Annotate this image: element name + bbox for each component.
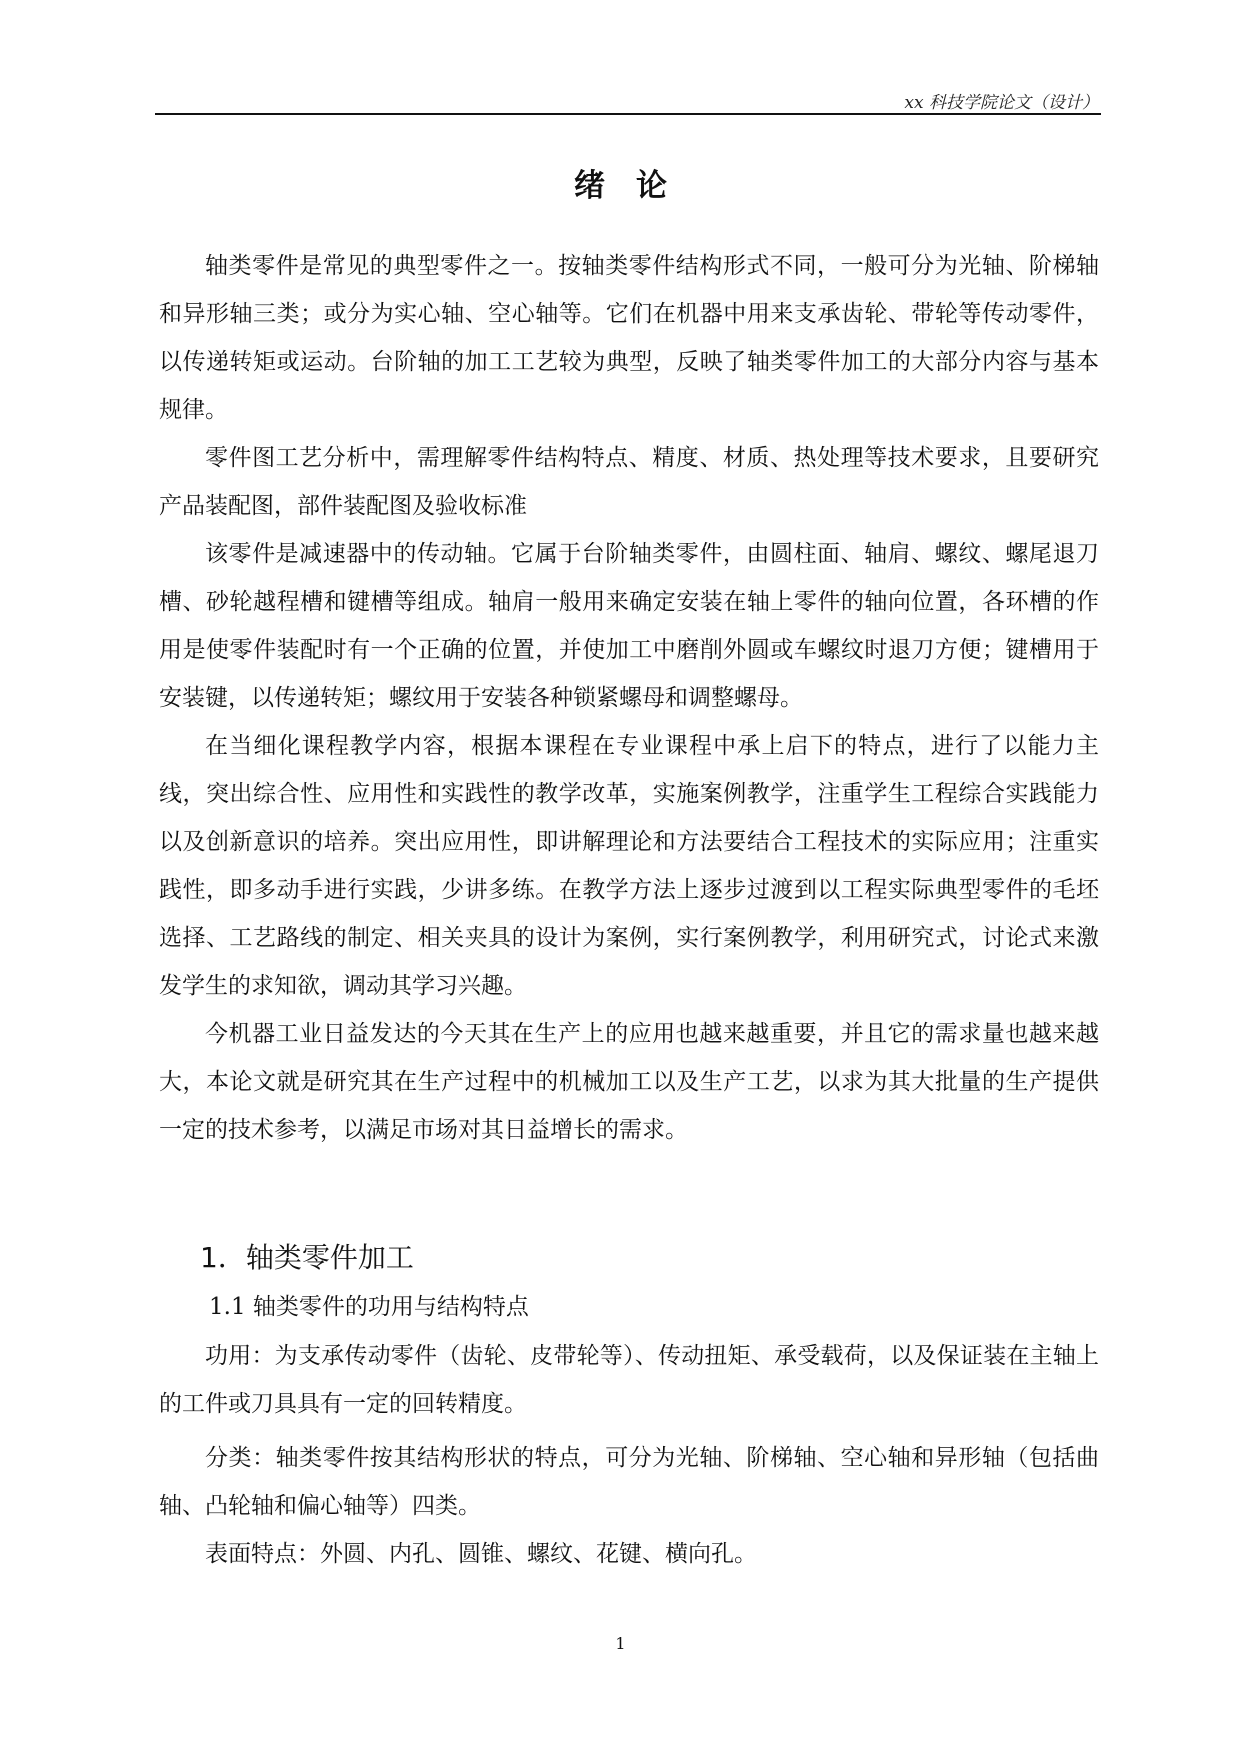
running-header: xx 科技学院论文（设计）	[904, 93, 1099, 113]
page-number: 1	[615, 1634, 626, 1653]
section-paragraph: 分类：轴类零件按其结构形状的特点，可分为光轴、阶梯轴、空心轴和异形轴（包括曲轴、凸轮轴和偏心轴等）四类。	[159, 1445, 1099, 1519]
subsection-heading: 1.1 轴类零件的功用与结构特点	[209, 1294, 529, 1320]
intro-paragraph: 在当细化课程教学内容，根据本课程在专业课程中承上启下的特点，进行了以能力主线，突出综合性、应用性和实践性的教学改革，实施案例教学，注重学生工程综合实践能力以及创新意识的培养。突出应用性，即讲解理论和方法要结合工程技术的实际应用；注重实践性，即多动手进行实践，少讲多练。在教学方法上逐步过渡到以工程实际典型零件的毛坯选择、工艺路线的制定、相关夹具的设计为案例，实行案例教学，利用研究式，讨论式来激发学生的求知欲，调动其学习兴趣。	[159, 733, 1099, 999]
intro-paragraph: 轴类零件是常见的典型零件之一。按轴类零件结构形式不同，一般可分为光轴、阶梯轴和异形轴三类；或分为实心轴、空心轴等。它们在机器中用来支承齿轮、带轮等传动零件，以传递转矩或运动。台阶轴的加工工艺较为典型，反映了轴类零件加工的大部分内容与基本规律。	[159, 253, 1099, 423]
page-title: 绪 论	[574, 168, 667, 204]
section-heading: 1．轴类零件加工	[200, 1241, 414, 1274]
intro-paragraph: 该零件是减速器中的传动轴。它属于台阶轴类零件，由圆柱面、轴肩、螺纹、螺尾退刀槽、砂轮越程槽和键槽等组成。轴肩一般用来确定安装在轴上零件的轴向位置，各环槽的作用是使零件装配时有一个正确的位置，并使加工中磨削外圆或车螺纹时退刀方便；键槽用于安装键，以传递转矩；螺纹用于安装各种锁紧螺母和调整螺母。	[159, 541, 1099, 711]
header-divider	[155, 113, 1101, 115]
intro-section	[159, 242, 1099, 1154]
section-paragraph: 功用：为支承传动零件（齿轮、皮带轮等）、传动扭矩、承受载荷，以及保证装在主轴上的工件或刀具具有一定的回转精度。	[159, 1343, 1099, 1417]
section-body	[159, 1332, 1099, 1578]
intro-paragraph: 零件图工艺分析中，需理解零件结构特点、精度、材质、热处理等技术要求，且要研究产品装配图，部件装配图及验收标准	[159, 445, 1099, 519]
intro-paragraph: 今机器工业日益发达的今天其在生产上的应用也越来越重要，并且它的需求量也越来越大，本论文就是研究其在生产过程中的机械加工以及生产工艺，以求为其大批量的生产提供一定的技术参考，以满足市场对其日益增长的需求。	[159, 1021, 1099, 1143]
section-paragraph: 表面特点：外圆、内孔、圆锥、螺纹、花键、横向孔。	[205, 1541, 757, 1567]
